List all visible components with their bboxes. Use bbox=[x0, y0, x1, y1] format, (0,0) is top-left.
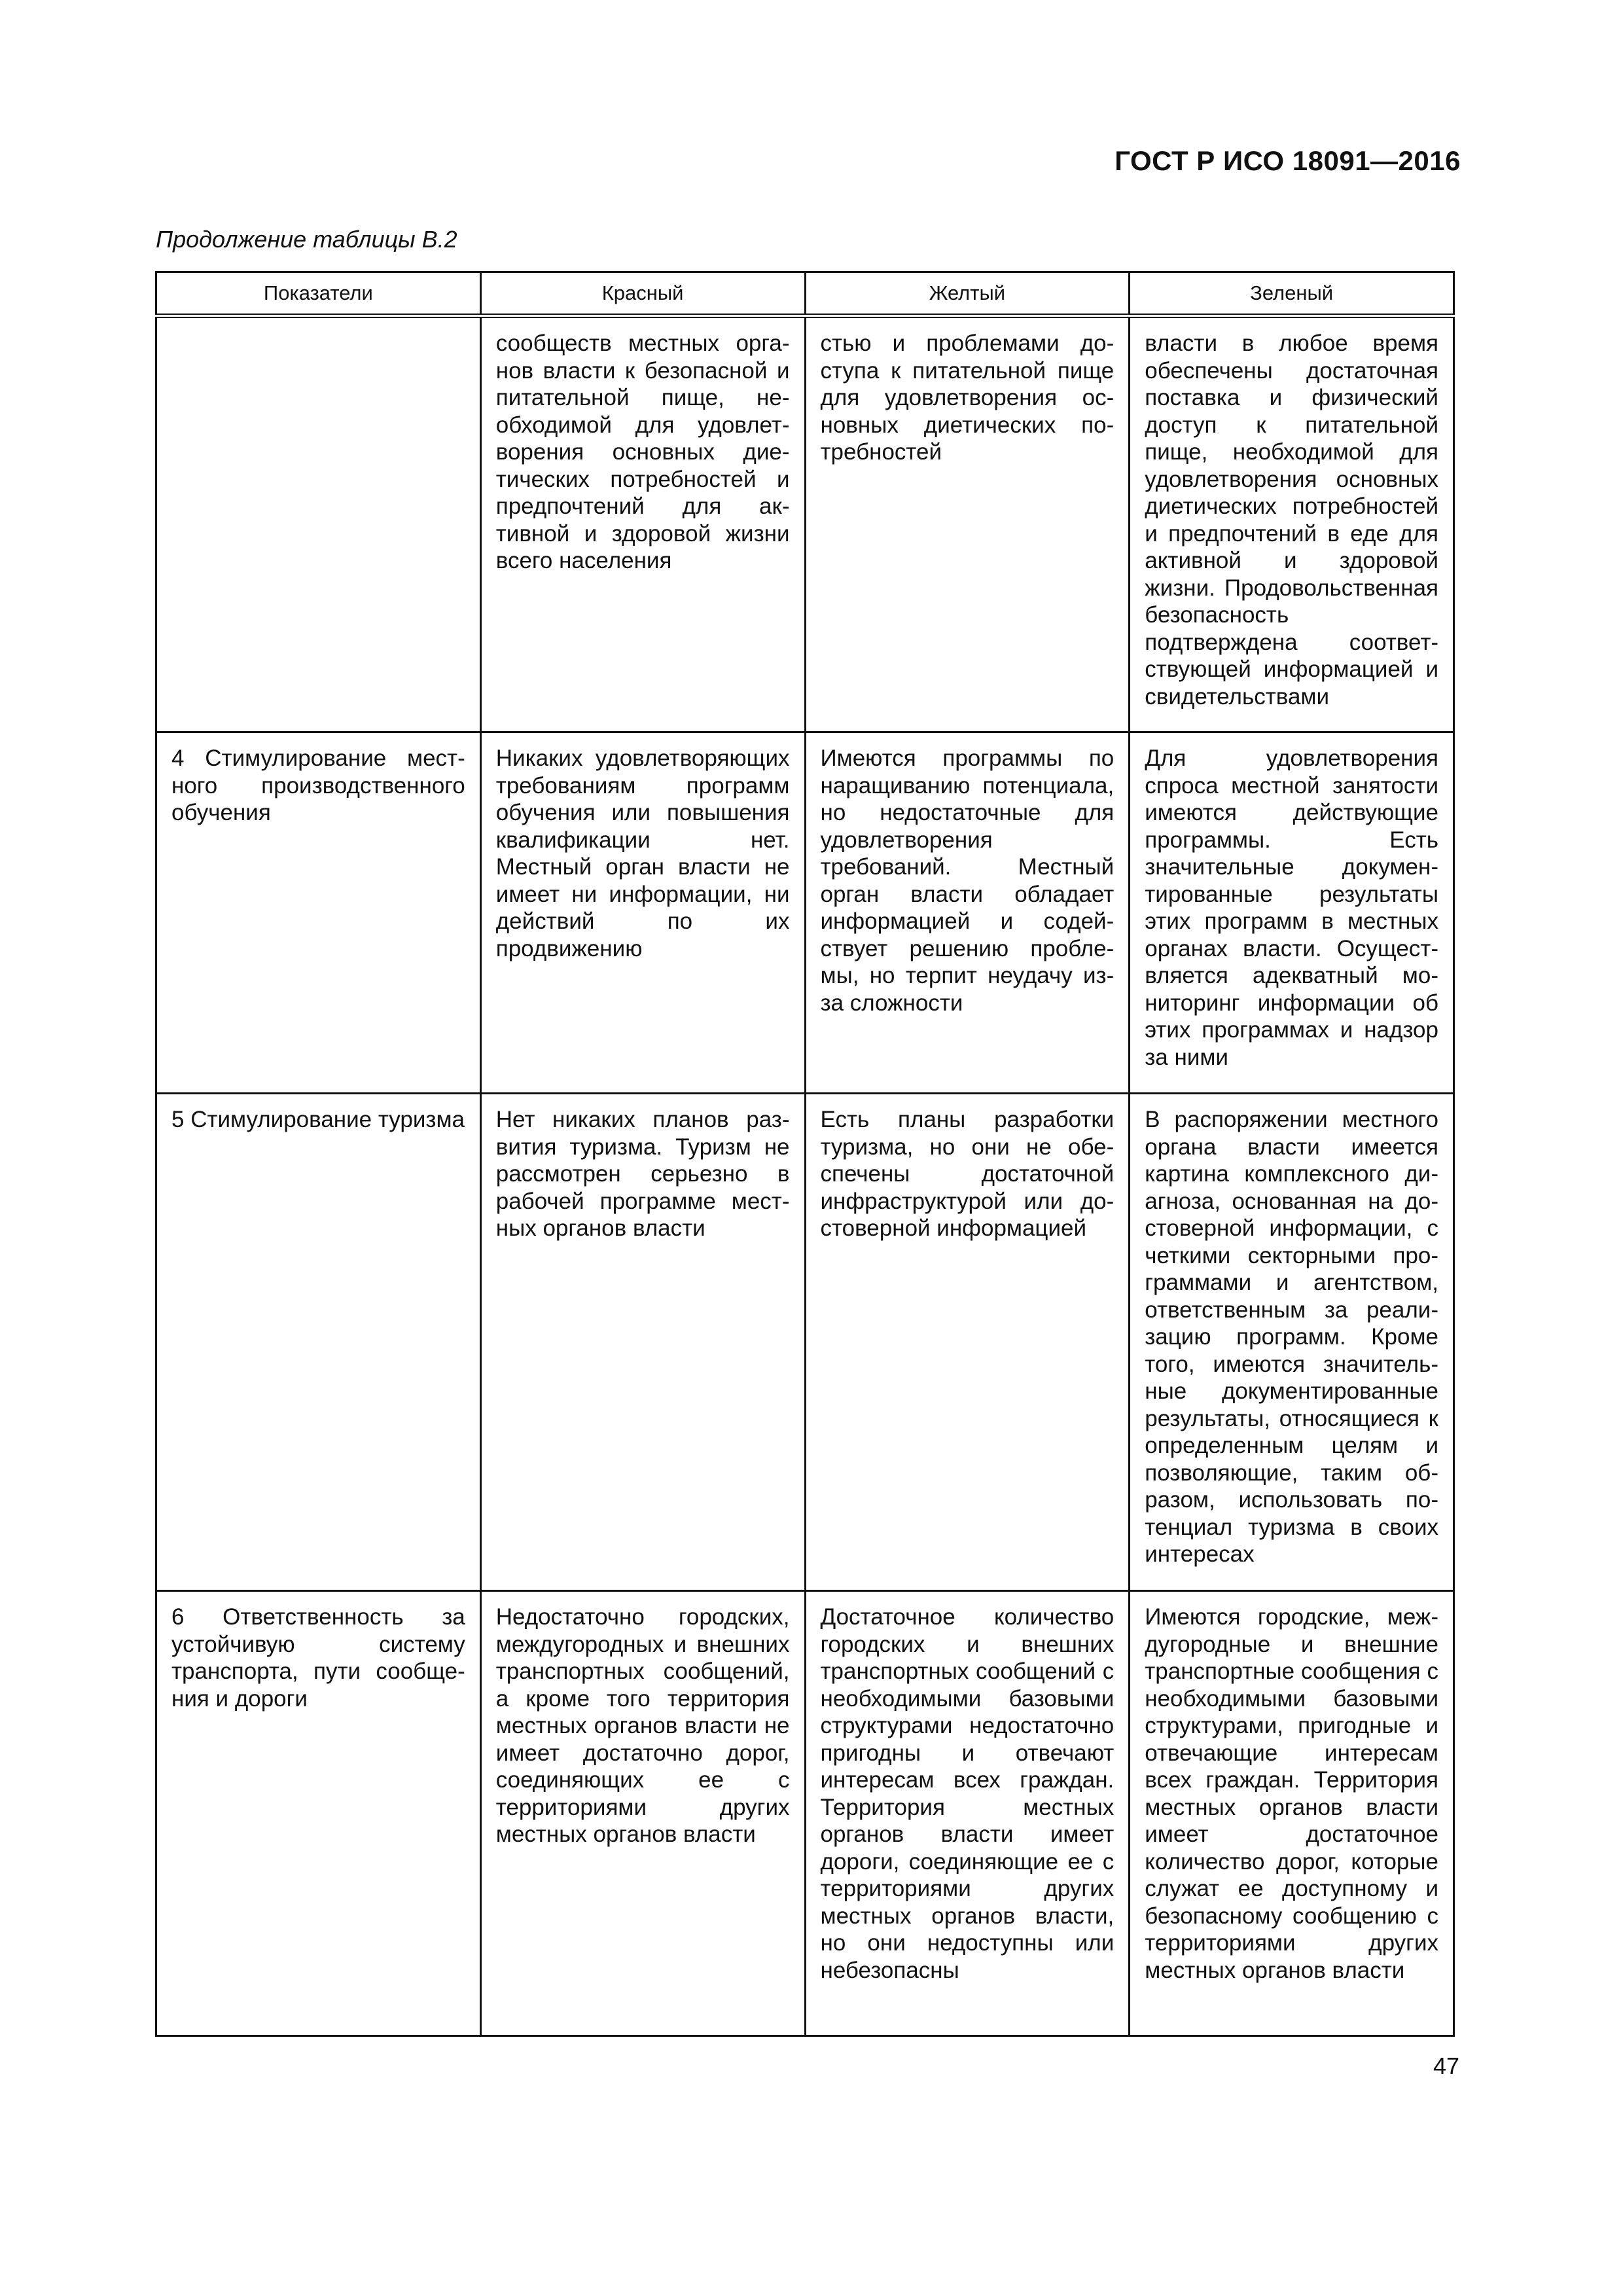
column-header-red: Красный bbox=[480, 272, 805, 316]
page-number: 47 bbox=[1433, 2053, 1459, 2079]
table-caption: Продолжение таблицы В.2 bbox=[156, 226, 457, 253]
red-cell: Никаких удовлетворяющих требованиям программ обучения или повышения квалификации нет. Местный орган власти не имеет ни информации, ни действий по их продвижению bbox=[480, 732, 805, 1094]
green-cell: Для удовлетворения спроса местной занятости имеются действующие программы. Есть значительные документированные результаты этих программ в местных органах власти. Осуществляется адекватный мониторинг информации об этих программах и надзор за ними bbox=[1130, 732, 1454, 1094]
red-cell: Недостаточно городских, междугородных и внешних транспортных сообщений, а кроме того территория местных органов власти не имеет достаточно дорог, соединяющих ее с территориями других местных органов власти bbox=[480, 1591, 805, 2036]
green-cell: В распоряжении местного органа власти имеется картина комплексного диагноза, основанная на достоверной информации, с четкими секторными программами и агентством, ответственным за реализацию программ. Кроме того, имеются значительные документированные результаты, относящиеся к определенным целям и позволяющие, таким образом, использовать потенциал туризма в своих интересах bbox=[1130, 1094, 1454, 1591]
indicator-cell: 4 Стимулирование местного производственного обучения bbox=[156, 732, 481, 1094]
indicator-cell bbox=[156, 316, 481, 732]
yellow-cell: стью и проблемами доступа к питательной пище для удовлетворения основных диетических потребностей bbox=[805, 316, 1130, 732]
green-cell: власти в любое время обеспечены достаточная поставка и физический доступ к питательной пище, необходимой для удовлетворения основных диетических потребностей и предпочтений в еде для активной и здоровой жизни. Продовольственная безопасность подтверждена соответствующей информацией и свидетельствами bbox=[1130, 316, 1454, 732]
green-cell: Имеются городские, междугородные и внешние транспортные сообщения с необходимыми базовыми структурами, пригодные и отвечающие интересам всех граждан. Территория местных органов власти имеет достаточное количество дорог, которые служат ее доступному и безопасному сообщению с территориями других местных органов власти bbox=[1130, 1591, 1454, 2036]
document-standard-id: ГОСТ Р ИСО 18091—2016 bbox=[1115, 145, 1461, 176]
column-header-yellow: Желтый bbox=[805, 272, 1130, 316]
red-cell: сообществ местных органов власти к безопасной и питательной пище, необходимой для удовлетворения основных диетических потребностей и предпочтений для активной и здоровой жизни всего населения bbox=[480, 316, 805, 732]
evaluation-table bbox=[155, 271, 1455, 2037]
table-row bbox=[156, 732, 1454, 1094]
yellow-cell: Имеются программы по наращиванию потенциала, но недостаточные для удовлетворения требований. Местный орган власти обладает информацией и содействует решению проблемы, но терпит неудачу из-за сложности bbox=[805, 732, 1130, 1094]
table-header-row bbox=[156, 272, 1454, 316]
table-row bbox=[156, 316, 1454, 732]
table-row bbox=[156, 1591, 1454, 2036]
red-cell: Нет никаких планов развития туризма. Туризм не рассмотрен серьезно в рабочей программе местных органов власти bbox=[480, 1094, 805, 1591]
yellow-cell: Есть планы разработки туризма, но они не обеспечены достаточной инфраструктурой или достоверной информацией bbox=[805, 1094, 1130, 1591]
table-row bbox=[156, 1094, 1454, 1591]
yellow-cell: Достаточное количество городских и внешних транспортных сообщений с необходимыми базовыми структурами недостаточно пригодны и отвечают интересам всех граждан. Территория местных органов власти имеет дороги, соединяющие ее с территориями других местных органов власти, но они недоступны или небезопасны bbox=[805, 1591, 1130, 2036]
indicator-cell: 5 Стимулирование туризма bbox=[156, 1094, 481, 1591]
indicator-cell: 6 Ответственность за устойчивую систему транспорта, пути сообщения и дороги bbox=[156, 1591, 481, 2036]
column-header-indicators: Показатели bbox=[156, 272, 481, 316]
column-header-green: Зеленый bbox=[1130, 272, 1454, 316]
